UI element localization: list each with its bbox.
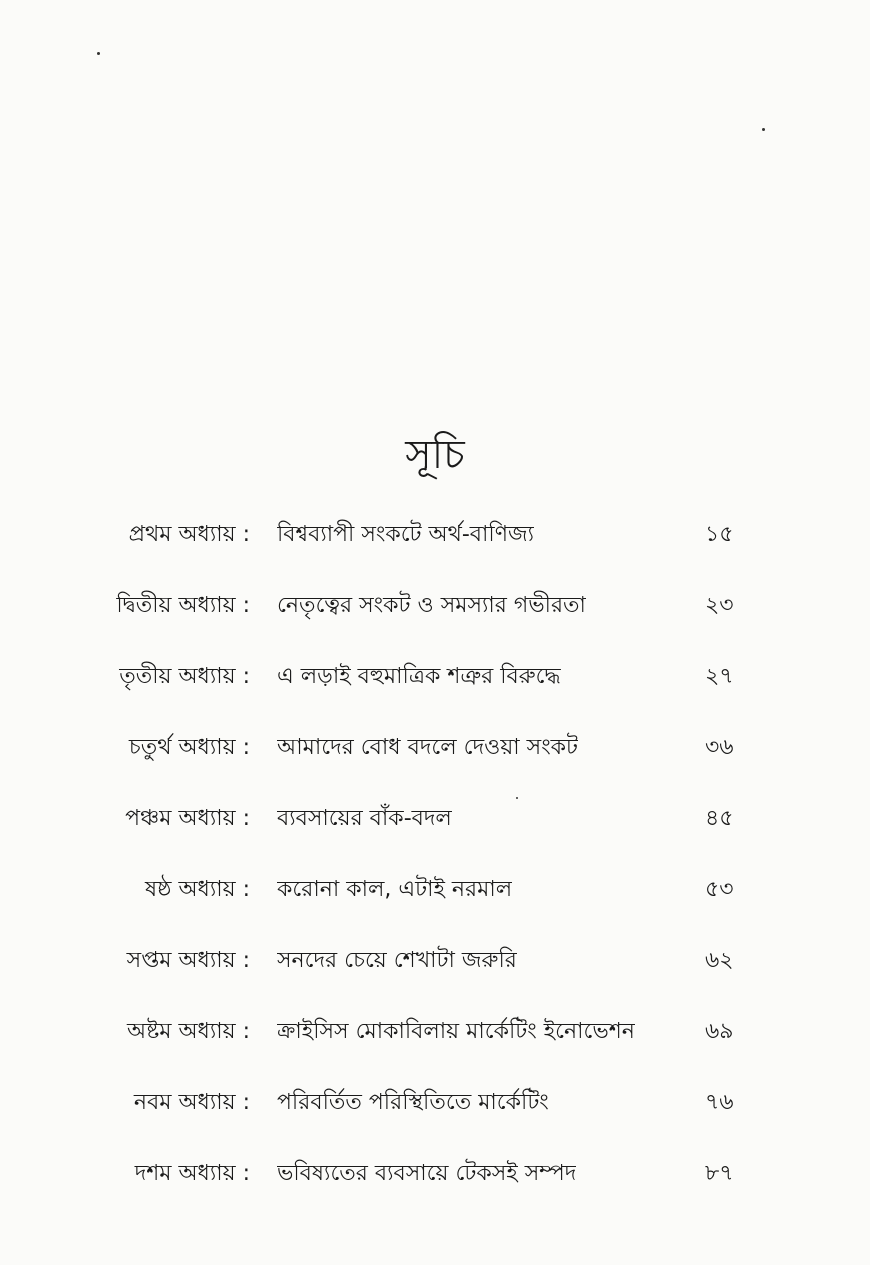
toc-row: [0, 1083, 870, 1154]
chapter-page-number: ৪৫: [705, 806, 734, 831]
chapter-label: নবম অধ্যায় :: [133, 1090, 250, 1115]
toc-row: [0, 870, 870, 941]
chapter-label: পঞ্চম অধ্যায় :: [125, 806, 250, 831]
chapter-title: পরিবর্তিত পরিস্থিতিতে মার্কেটিং: [277, 1090, 549, 1115]
chapter-title: ক্রাইসিস মোকাবিলায় মার্কেটিং ইনোভেশন: [277, 1019, 635, 1044]
chapter-page-number: ৭৬: [705, 1090, 734, 1115]
chapter-label: দ্বিতীয় অধ্যায় :: [116, 593, 250, 618]
chapter-label: সপ্তম অধ্যায় :: [126, 948, 250, 973]
chapter-label: ষষ্ঠ অধ্যায় :: [145, 877, 250, 902]
chapter-title: ব্যবসায়ের বাঁক-বদল: [277, 806, 452, 831]
toc-row: [0, 515, 870, 586]
page-title: সূচি: [405, 432, 465, 478]
chapter-title: করোনা কাল, এটাই নরমাল: [277, 877, 513, 902]
chapter-page-number: ২৩: [705, 593, 734, 618]
chapter-label: তৃতীয় অধ্যায় :: [119, 664, 250, 689]
toc-row: [0, 657, 870, 728]
chapter-page-number: ১৫: [705, 522, 734, 547]
toc-row: [0, 799, 870, 870]
scan-speck: [762, 128, 765, 131]
chapter-title: নেতৃত্বের সংকট ও সমস্যার গভীরতা: [277, 593, 586, 618]
chapter-page-number: ৬২: [705, 948, 734, 973]
chapter-page-number: ৫৩: [705, 877, 734, 902]
chapter-title: এ লড়াই বহুমাত্রিক শত্রুর বিরুদ্ধে: [277, 664, 561, 689]
chapter-title: বিশ্বব্যাপী সংকটে অর্থ-বাণিজ্য: [277, 522, 535, 547]
chapter-label: দশম অধ্যায় :: [134, 1161, 250, 1186]
toc-row: [0, 1154, 870, 1225]
chapter-title: ভবিষ্যতের ব্যবসায়ে টেকসই সম্পদ: [277, 1161, 577, 1186]
chapter-label: অষ্টম অধ্যায় :: [127, 1019, 250, 1044]
table-of-contents: [0, 515, 870, 1225]
chapter-page-number: ২৭: [705, 664, 734, 689]
chapter-title: সনদের চেয়ে শেখাটা জরুরি: [277, 948, 517, 973]
chapter-title: আমাদের বোধ বদলে দেওয়া সংকট: [277, 735, 579, 760]
chapter-page-number: ৬৯: [705, 1019, 734, 1044]
toc-row: [0, 728, 870, 799]
chapter-page-number: ৮৭: [705, 1161, 734, 1186]
chapter-page-number: ৩৬: [705, 735, 734, 760]
toc-row: [0, 586, 870, 657]
toc-row: [0, 941, 870, 1012]
toc-row: [0, 1012, 870, 1083]
scan-speck: [97, 52, 100, 55]
chapter-label: প্রথম অধ্যায় :: [128, 522, 250, 547]
chapter-label: চতুর্থ অধ্যায় :: [128, 735, 250, 760]
